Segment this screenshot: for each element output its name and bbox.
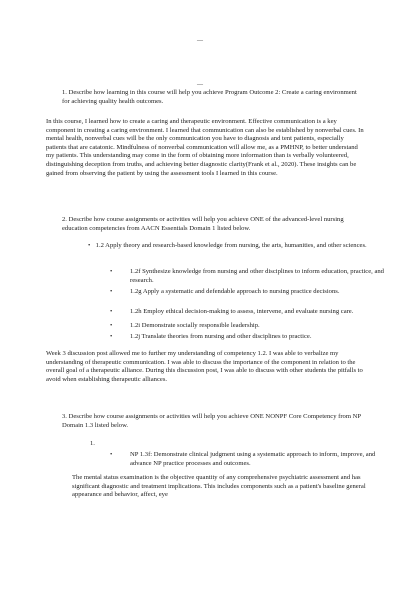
bullet-icon: • — [88, 242, 91, 249]
bullet-icon: • — [110, 451, 113, 458]
sub-item-text: 1.2 Apply theory and research-based knowledge from nursing, the arts, humanities, and other sciences. — [95, 242, 367, 249]
list-item-text: 1.2j Translate theories from nursing and other disciplines to practice. — [130, 333, 312, 340]
question-2: 2. Describe how course assignments or activities will help you achieve ONE of the advanced-level nursing education competencies from AACN Essentials Domain 1 listed below. — [62, 216, 344, 232]
list-item — [110, 308, 386, 317]
page-separator-top: — — [197, 38, 203, 44]
sub-item-1-2 — [88, 242, 368, 251]
list-item-text: 1.2g Apply a systematic and defendable approach to nursing practice decisions. — [130, 288, 340, 295]
answer-3: The mental status examination is the objective quantity of any comprehensive psychiatric assessment and has significant diagnostic and treatment implications. This includes components such as a patient's baseline general appearance and behavior, affect, eye — [72, 474, 366, 499]
answer-2: Week 3 discussion post allowed me to further my understanding of competency 1.2. I was able to verbalize my understanding of therapeutic communication. I was able to discuss the importance of the component in relation to the overall goal of a therapeutic alliance. During this discussion post, I was able to discuss with other students the pitfalls to avoid when establishing therapeutic alliances. — [46, 350, 363, 383]
answer-1: In this course, I learned how to create a caring and therapeutic environment. Effective communication is a key component in creating a caring environment. I learned that communication can also be established by nonverbal cues. In mental health, nonverbal cues will be the only communication you have to diagnosis and tent patients, especially patients that are catatonic. Mindfulness of nonverbal communication will allow me, as a PMHNP, to better understand my patients. This understanding may come in the form of obtaining more information than is verbally volunteered, distinguishing deception from truths, and achieving better diagnostic clarity(Frank et al., 2020). These insights can be gained from observing the patient by using the assessment tools I learned in this course. — [46, 118, 364, 177]
numbered-item-marker: 1. — [90, 440, 95, 447]
list-item — [110, 288, 386, 297]
list-item-text: 1.2h Employ ethical decision-making to assess, intervene, and evaluate nursing care. — [130, 308, 354, 315]
list-item — [110, 268, 386, 285]
list-item — [110, 451, 386, 468]
list-item — [110, 322, 386, 331]
bullet-icon: • — [110, 268, 113, 275]
list-item-text: NP 1.3f: Demonstrate clinical judgment using a systematic approach to inform, improve, and advance NP practice processes and outcomes. — [130, 451, 376, 467]
bullet-icon: • — [110, 308, 113, 315]
list-item — [110, 333, 386, 342]
list-item-text: 1.2i Demonstrate socially responsible leadership. — [130, 322, 260, 329]
bullet-icon: • — [110, 288, 113, 295]
list-item-text: 1.2f Synthesize knowledge from nursing and other disciplines to inform education, practice, and research. — [130, 268, 384, 284]
question-3: 3. Describe how course assignments or activities will help you achieve ONE NONPF Core Competency from NP Domain 1.3 listed below. — [62, 413, 361, 429]
bullet-icon: • — [110, 333, 113, 340]
question-1: 1. Describe how learning in this course will help you achieve Program Outcome 2: Create a caring environment for achieving quality health outcomes. — [62, 89, 357, 105]
bullet-icon: • — [110, 322, 113, 329]
page-separator-second: — — [197, 82, 203, 88]
